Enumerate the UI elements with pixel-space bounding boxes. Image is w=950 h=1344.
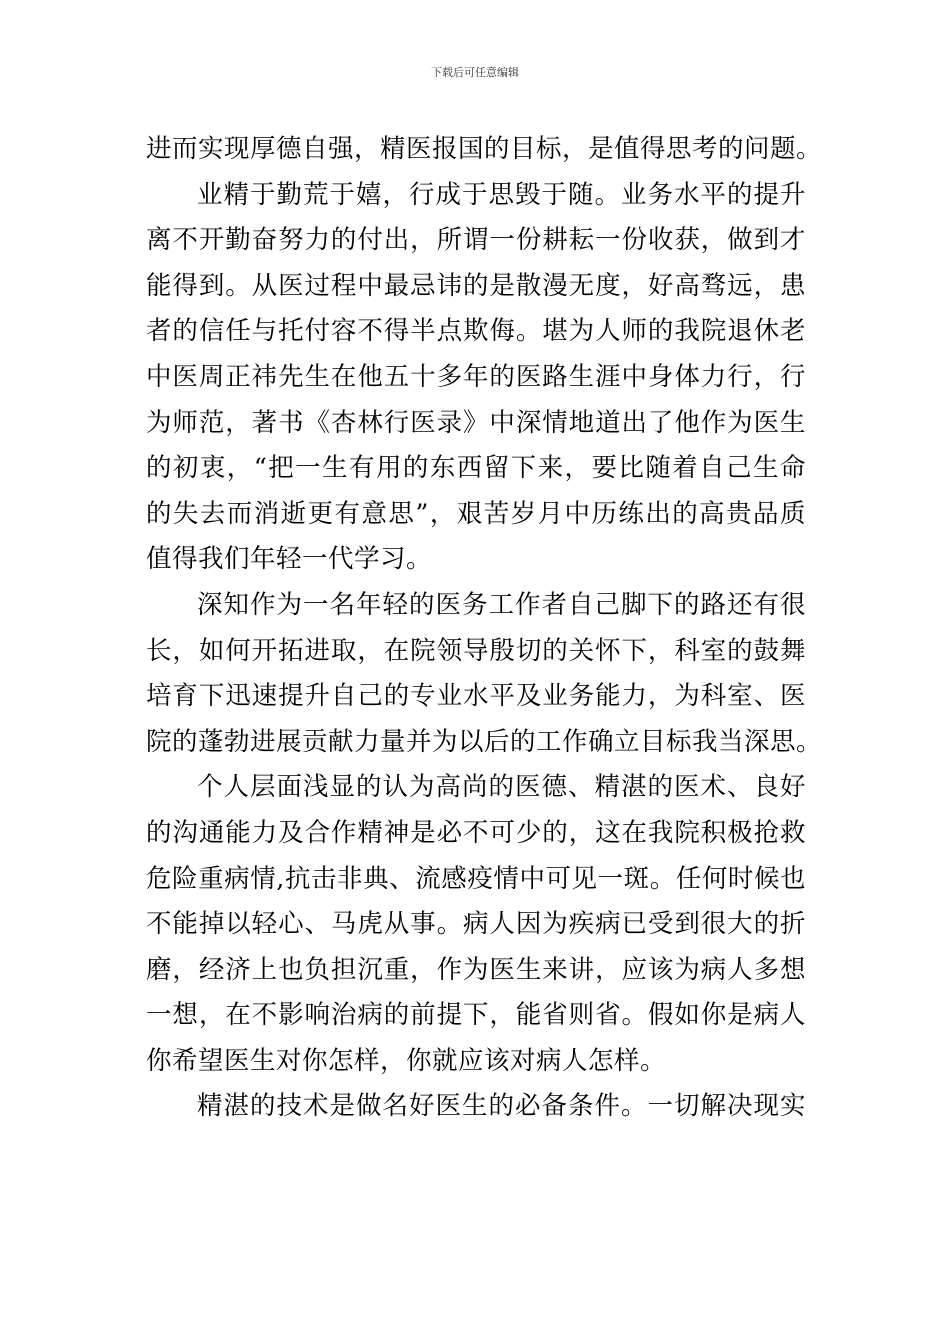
text-line: 一想，在不影响治病的前提下，能省则省。假如你是病人 <box>146 1000 806 1031</box>
text-line: 的沟通能力及合作精神是必不可少的，这在我院积极抢救 <box>146 817 806 848</box>
text-line: 不能掉以轻心、马虎从事。病人因为疾病已受到很大的折 <box>146 909 806 940</box>
text-line: 个人层面浅显的认为高尚的医德、精湛的医术、良好 <box>197 772 806 803</box>
text-line: 值得我们年轻一代学习。 <box>146 544 433 575</box>
text-line: 危险重病情,抗击非典、流感疫情中可见一斑。任何时候也 <box>146 863 806 894</box>
text-line: 为师范，著书《杏林行医录》中深情地道出了他作为医生 <box>146 407 806 438</box>
text-line: 长，如何开拓进取，在院领导殷切的关怀下，科室的鼓舞 <box>146 635 806 666</box>
page-header: 下载后可任意编辑 <box>431 66 519 79</box>
document-body <box>146 127 823 1130</box>
text-line: 磨，经济上也负担沉重，作为医生来讲，应该为病人多想 <box>146 954 806 985</box>
text-line: 你希望医生对你怎样，你就应该对病人怎样。 <box>146 1045 667 1076</box>
text-line: 精湛的技术是做名好医生的必备条件。一切解决现实 <box>197 1091 806 1122</box>
text-line: 的失去而消逝更有意思”，艰苦岁月中历练出的高贵品质 <box>146 498 806 529</box>
text-line: 的初衷，“把一生有用的东西留下来，要比随着自己生命 <box>146 453 806 484</box>
text-line: 中医周正祎先生在他五十多年的医路生涯中身体力行，行 <box>146 361 806 392</box>
text-line: 能得到。从医过程中最忌讳的是散漫无度，好高骛远，患 <box>146 270 806 301</box>
text-line: 院的蓬勃进展贡献力量并为以后的工作确立目标我当深思。 <box>146 726 823 757</box>
text-line: 进而实现厚德自强，精医报国的目标，是值得思考的问题。 <box>146 134 823 164</box>
text-line: 者的信任与托付容不得半点欺侮。堪为人师的我院退休老 <box>146 316 806 347</box>
text-line: 深知作为一名年轻的医务工作者自己脚下的路还有很 <box>197 589 806 620</box>
text-line: 业精于勤荒于嬉，行成于思毁于随。业务水平的提升 <box>197 179 806 210</box>
text-line: 培育下迅速提升自己的专业水平及业务能力，为科室、医 <box>146 681 806 712</box>
text-line: 离不开勤奋努力的付出，所谓一份耕耘一份收获，做到才 <box>146 225 806 256</box>
